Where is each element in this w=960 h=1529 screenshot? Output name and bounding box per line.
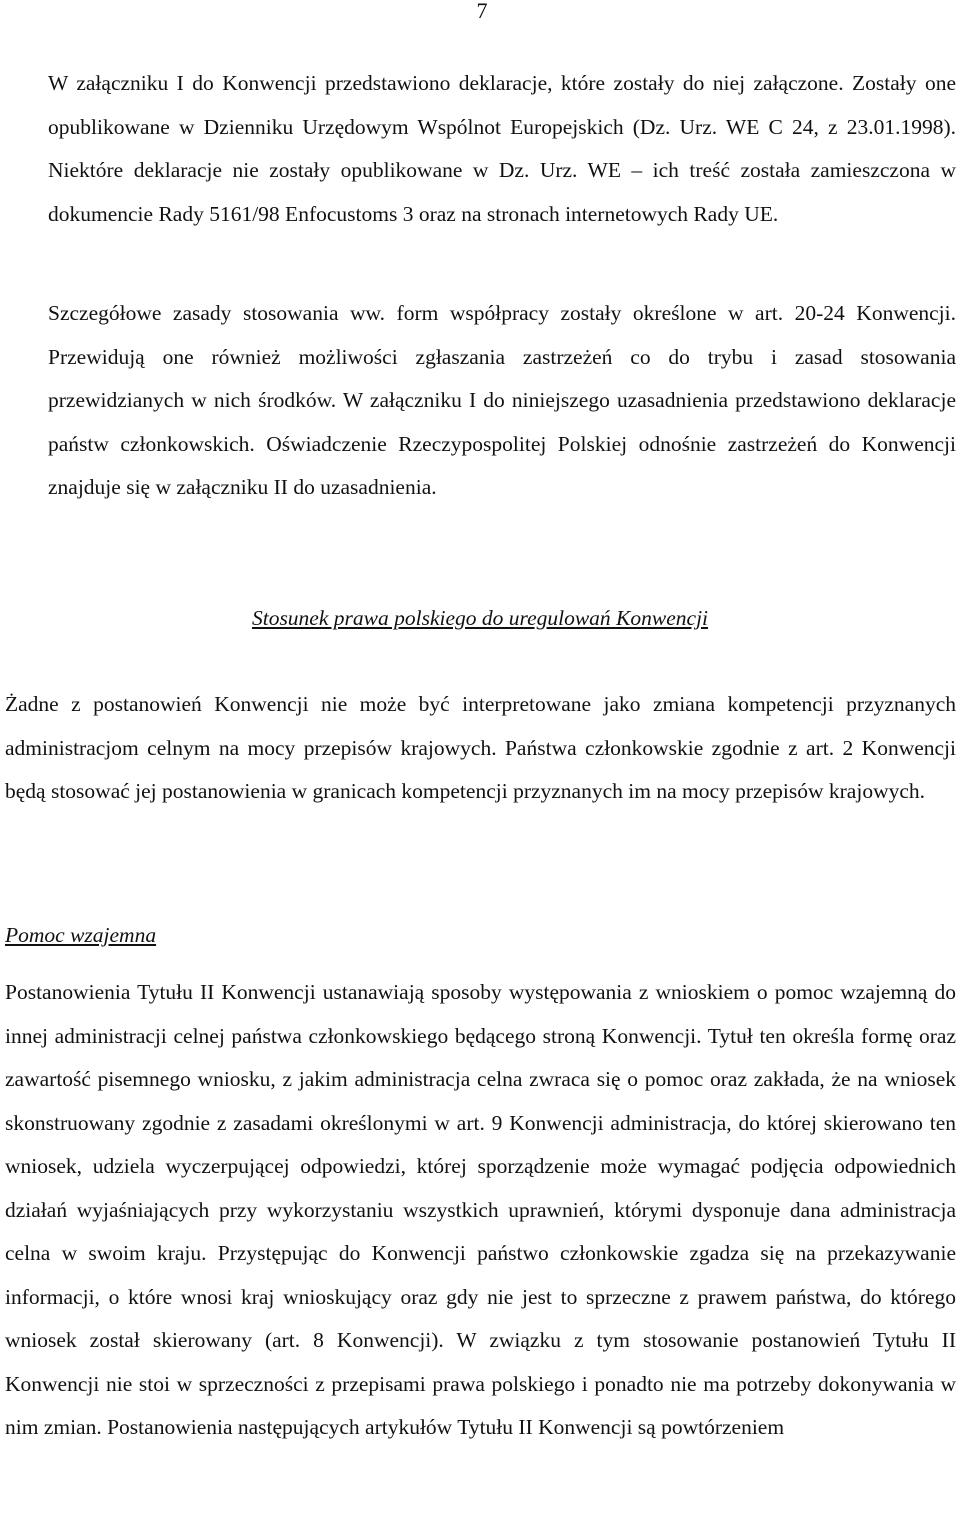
section-heading-mutual-assistance: Pomoc wzajemna	[5, 923, 157, 947]
page-number: 7	[476, 0, 488, 23]
section-heading-relation-to-polish-law: Stosunek prawa polskiego do uregulowań Konwencji	[251, 606, 709, 630]
paragraph-intro-cooperation-rules: Szczegółowe zasady stosowania ww. form współpracy zostały określone w art. 20-24 Konwencji. Przewidują one również możliwości zgłaszania zastrzeżeń co do trybu i zasad stosowania przewidzianych w nich środków. W załączniku I do niniejszego uzasadnienia przedstawiono deklaracje państw członkowskich. Oświadczenie Rzeczypospolitej Polskiej odnośnie zastrzeżeń do Konwencji znajduje się w załączniku II do uzasadnienia.	[48, 301, 956, 499]
paragraph-mutual-assistance: Postanowienia Tytułu II Konwencji ustanawiają sposoby występowania z wnioskiem o pomoc wzajemną do innej administracji celnej państwa członkowskiego będącego stroną Konwencji. Tytuł ten określa formę oraz zawartość pisemnego wniosku, z jakim administracja celna zwraca się o pomoc oraz zakłada, że na wniosek skonstruowany zgodnie z zasadami określonymi w art. 9 Konwencji administracja, do której skierowano ten wniosek, udziela wyczerpującej odpowiedzi, której sporządzenie może wymagać podjęcia odpowiednich działań wyjaśniających przy wykorzystaniu wszystkich uprawnień, którymi dysponuje dana administracja celna w swoim kraju. Przystępując do Konwencji państwo członkowskie zgadza się na przekazywanie informacji, o które wnosi kraj wnioskujący oraz gdy nie jest to sprzeczne z prawem państwa, do którego wniosek został skierowany (art. 8 Konwencji). W związku z tym stosowanie postanowień Tytułu II Konwencji nie stoi w sprzeczności z przepisami prawa polskiego i ponadto nie ma potrzeby dokonywania w nim zmian. Postanowienia następujących artykułów Tytułu II Konwencji są powtórzeniem	[5, 980, 956, 1439]
paragraph-intro-declarations: W załączniku I do Konwencji przedstawiono deklaracje, które zostały do niej załączone. Zostały one opublikowane w Dzienniku Urzędowym Wspólnot Europejskich (Dz. Urz. WE C 24, z 23.01.1998). Niektóre deklaracje nie zostały opublikowane w Dz. Urz. WE – ich treść została zamieszczona w dokumencie Rady 5161/98 Enfocustoms 3 oraz na stronach internetowych Rady UE.	[48, 71, 956, 226]
paragraph-relation-to-polish-law: Żadne z postanowień Konwencji nie może być interpretowane jako zmiana kompetencji przyznanych administracjom celnym na mocy przepisów krajowych. Państwa członkowskie zgodnie z art. 2 Konwencji będą stosować jej postanowienia w granicach kompetencji przyznanych im na mocy przepisów krajowych.	[5, 692, 956, 803]
